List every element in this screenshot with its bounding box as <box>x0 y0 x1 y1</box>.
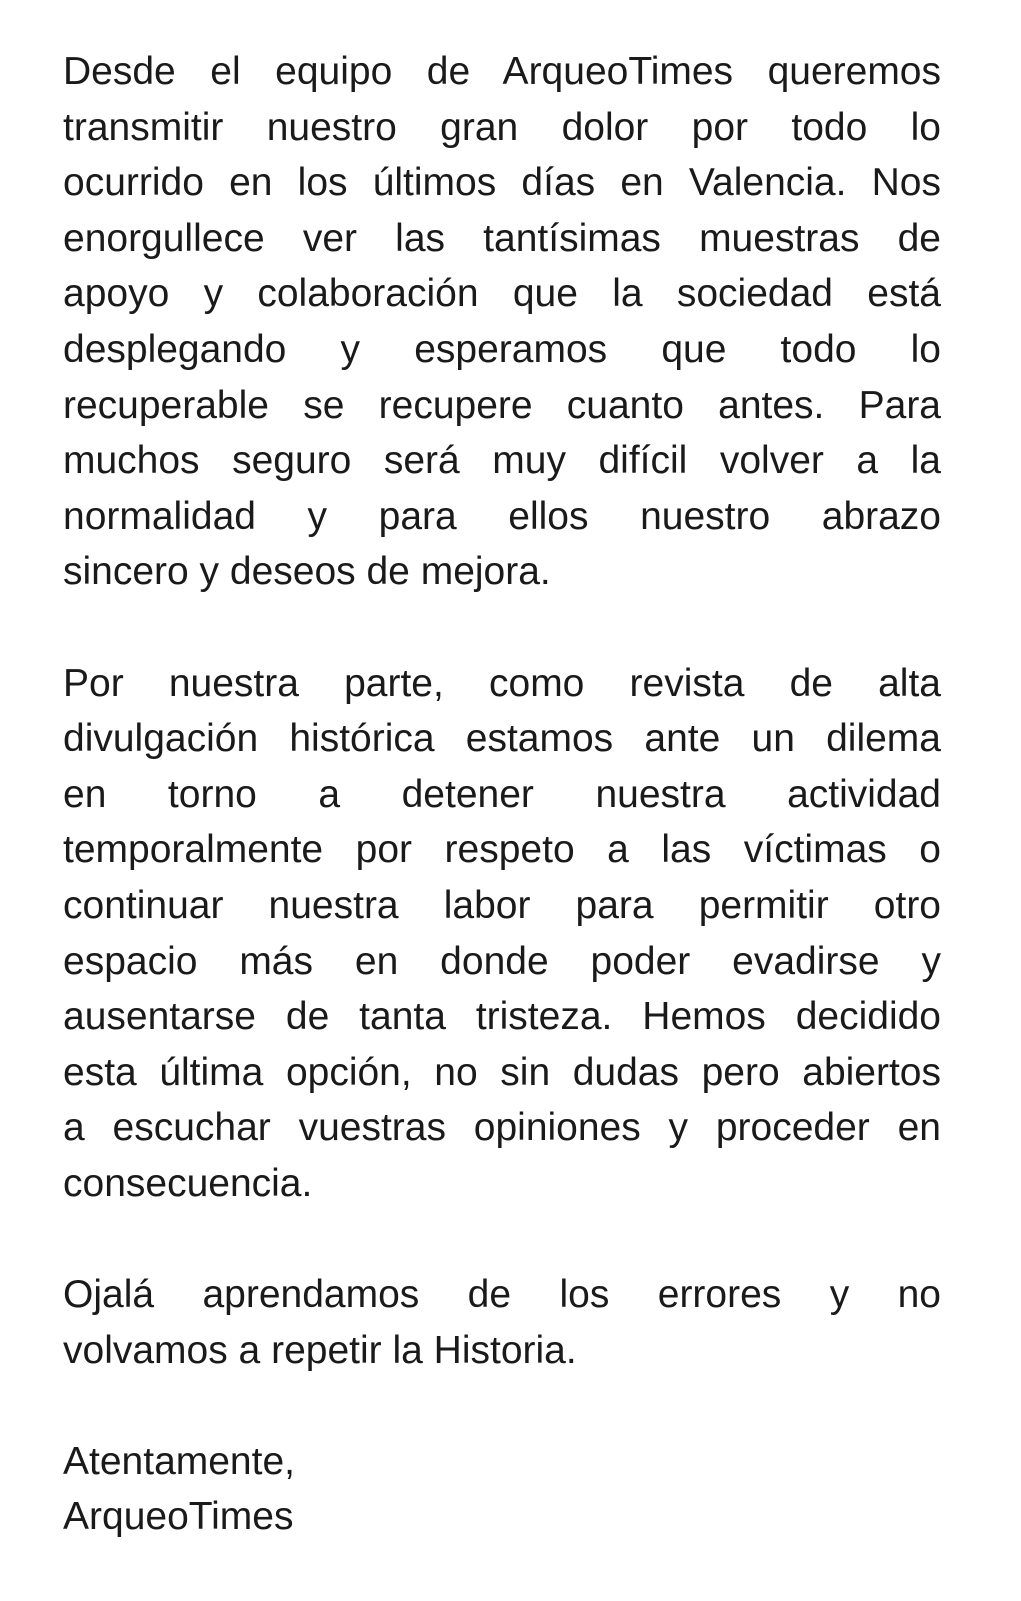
text-line: Ojalá aprendamos de los errores y no <box>63 1273 941 1317</box>
text-line: ocurrido en los últimos días en Valencia. Nos <box>63 161 941 205</box>
text-line: en torno a detener nuestra actividad <box>63 772 941 816</box>
text-line: Desde el equipo de ArqueoTimes queremos <box>63 50 941 93</box>
text-line: divulgación histórica estamos ante un dilema <box>63 717 941 761</box>
text-line: consecuencia. <box>63 1161 313 1205</box>
text-line: espacio más en donde poder evadirse y <box>63 939 941 983</box>
text-line: normalidad y para ellos nuestro abrazo <box>63 494 941 538</box>
text-line: volvamos a repetir la Historia. <box>63 1328 577 1372</box>
text-line: recuperable se recupere cuanto antes. Para <box>63 383 941 427</box>
text-line: enorgullece ver las tantísimas muestras de <box>63 216 941 260</box>
letter-document <box>63 44 941 1601</box>
text-line: apoyo y colaboración que la sociedad está <box>63 272 941 316</box>
salutation: Atentamente, <box>63 1439 295 1483</box>
text-line: muchos seguro será muy difícil volver a la <box>63 439 941 483</box>
paragraph-decision <box>63 656 941 1212</box>
text-line: continuar nuestra labor para permitir otro <box>63 883 941 927</box>
signature: ArqueoTimes <box>63 1495 294 1539</box>
text-line: Por nuestra parte, como revista de alta <box>63 661 941 705</box>
text-line: transmitir nuestro gran dolor por todo lo <box>63 105 941 149</box>
text-line: esta última opción, no sin dudas pero abiertos <box>63 1050 941 1094</box>
text-line: temporalmente por respeto a las víctimas o <box>63 828 941 872</box>
text-line: desplegando y esperamos que todo lo <box>63 327 941 371</box>
closing <box>63 1434 941 1545</box>
text-line: a escuchar vuestras opiniones y proceder en <box>63 1106 941 1150</box>
text-line: ausentarse de tanta tristeza. Hemos decidido <box>63 995 941 1039</box>
paragraph-condolences <box>63 44 941 600</box>
text-line: sincero y deseos de mejora. <box>63 550 551 594</box>
paragraph-hope <box>63 1267 941 1378</box>
